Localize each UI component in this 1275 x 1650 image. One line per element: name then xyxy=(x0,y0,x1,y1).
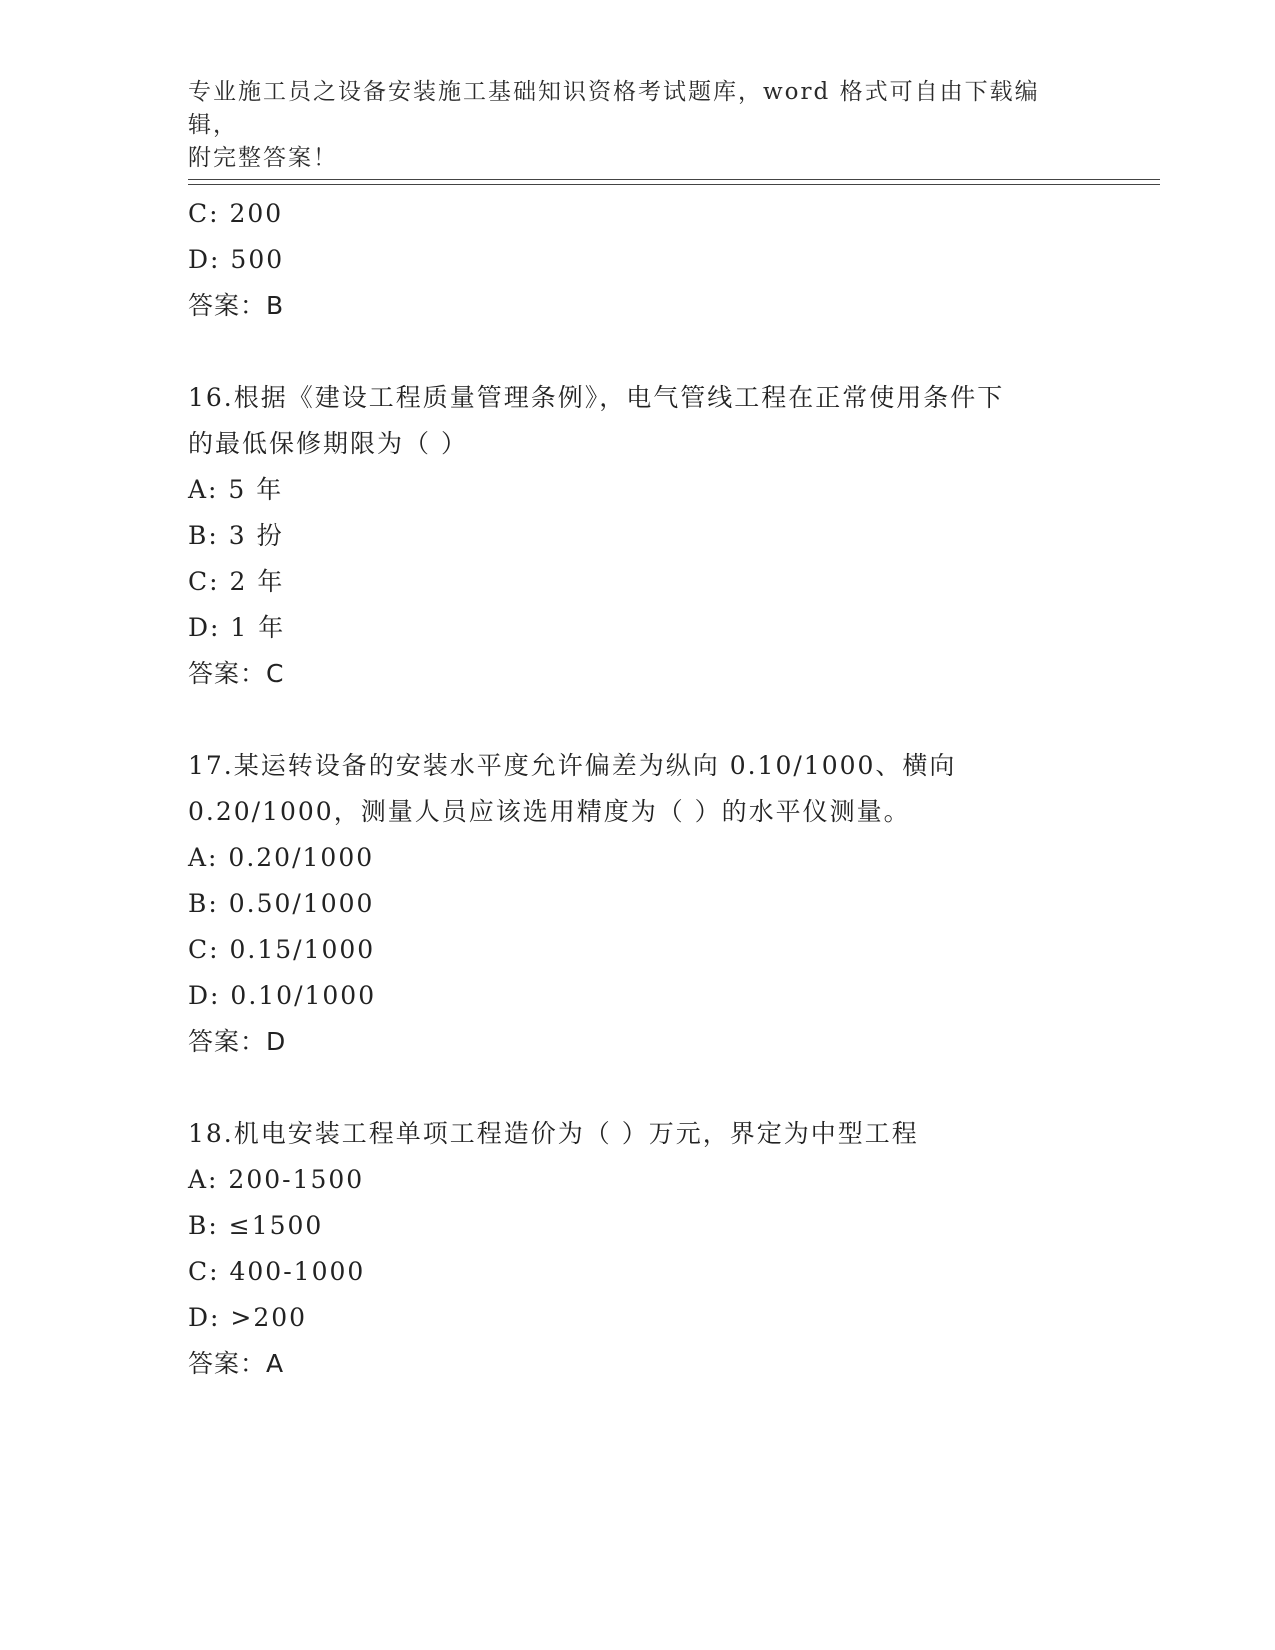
header-line-2: 附完整答案！ xyxy=(188,145,338,171)
option-b: B: 0.50/1000 xyxy=(188,889,375,918)
question-stem: 的最低保修期限为（ ） xyxy=(188,429,468,458)
spacer xyxy=(188,697,1088,743)
option-c: C: 0.15/1000 xyxy=(188,935,376,964)
question-stem: 0.20/1000，测量人员应该选用精度为（ ）的水平仪测量。 xyxy=(188,797,911,826)
option-d: D: 500 xyxy=(188,245,285,274)
option-c: C: 2 年 xyxy=(188,567,285,596)
question-stem: 16.根据《建设工程质量管理条例》，电气管线工程在正常使用条件下 xyxy=(188,383,1005,412)
answer-line: 答案：C xyxy=(188,659,285,688)
option-a: A: 200-1500 xyxy=(188,1165,365,1194)
option-d: D: >200 xyxy=(188,1303,308,1332)
option-b: B: ≤1500 xyxy=(188,1211,324,1240)
answer-line: 答案：B xyxy=(188,291,285,320)
option-b: B: 3 扮 xyxy=(188,521,284,550)
header-divider-bottom xyxy=(188,184,1160,185)
question-17 xyxy=(188,743,1088,1065)
spacer xyxy=(188,329,1088,375)
option-d: D: 0.10/1000 xyxy=(188,981,377,1010)
question-15-tail xyxy=(188,191,1088,329)
answer-line: 答案：A xyxy=(188,1349,285,1378)
option-c: C: 200 xyxy=(188,199,284,228)
option-a: A: 5 年 xyxy=(188,475,284,504)
question-list xyxy=(188,191,1088,1387)
question-stem: 18.机电安装工程单项工程造价为（ ）万元，界定为中型工程 xyxy=(188,1119,919,1148)
header-line-1: 专业施工员之设备安装施工基础知识资格考试题库，word 格式可自由下载编辑， xyxy=(188,79,1040,138)
option-a: A: 0.20/1000 xyxy=(188,843,375,872)
spacer xyxy=(188,1065,1088,1111)
question-16 xyxy=(188,375,1088,697)
answer-line: 答案：D xyxy=(188,1027,287,1056)
header-divider-top xyxy=(188,179,1160,180)
question-18 xyxy=(188,1111,1088,1387)
page-header xyxy=(188,76,1088,175)
option-d: D: 1 年 xyxy=(188,613,286,642)
question-stem: 17.某运转设备的安装水平度允许偏差为纵向 0.10/1000、横向 xyxy=(188,751,957,780)
option-c: C: 400-1000 xyxy=(188,1257,366,1286)
